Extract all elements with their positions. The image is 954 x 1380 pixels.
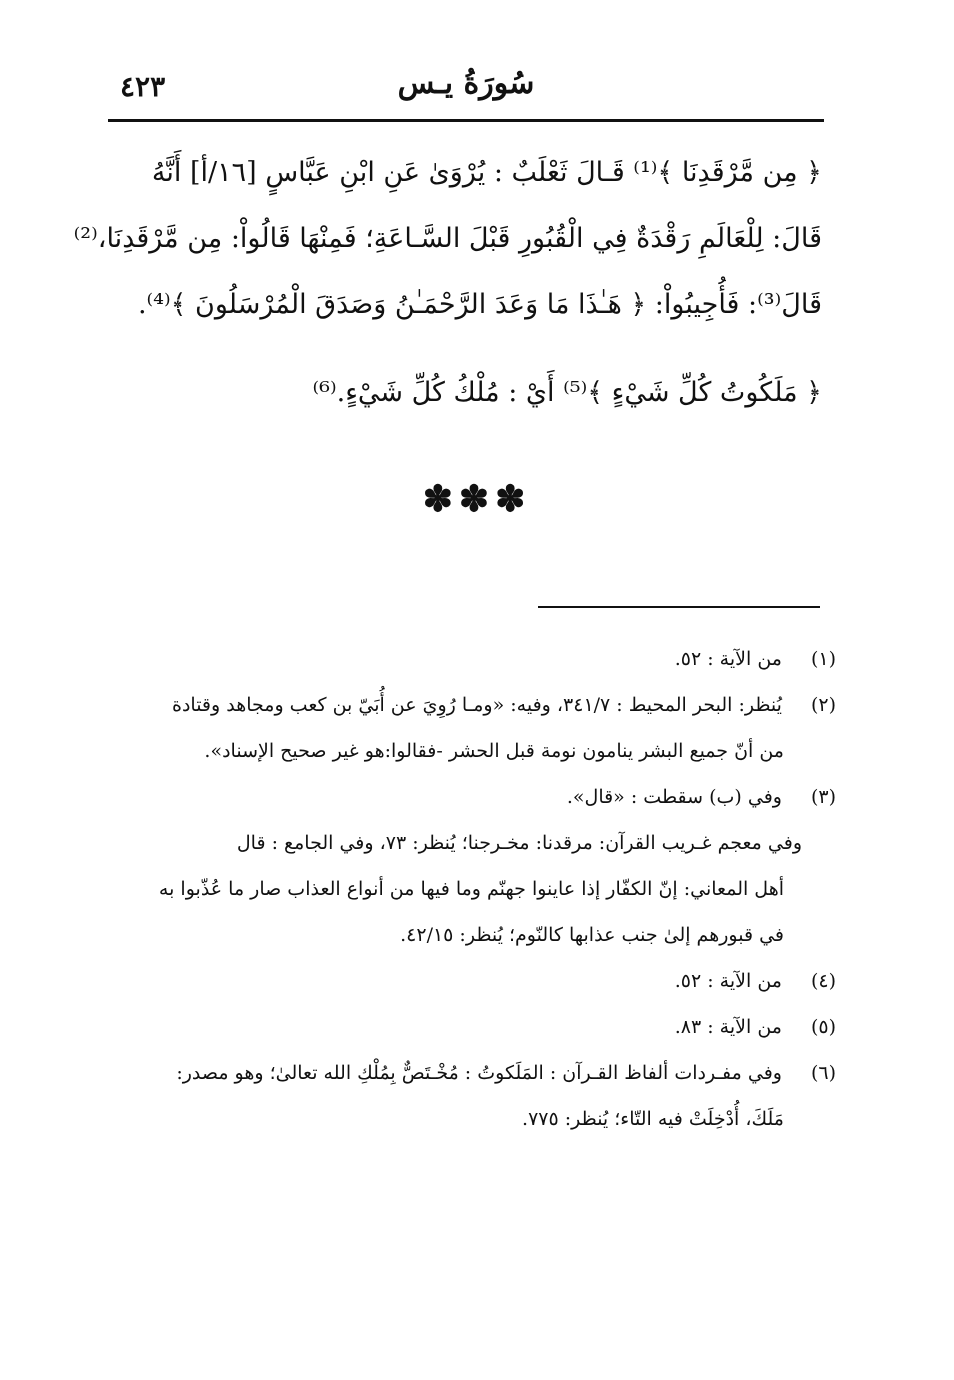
section-divider: ✽✽✽ xyxy=(422,478,532,520)
surah-title: سُورَةُ يـس xyxy=(397,66,535,101)
footnote-continuation: من أنّ جميع البشر ينامون نومة قبل الحشر -فقالوا:هو غير صحيح الإسناد». xyxy=(204,740,784,762)
header-rule xyxy=(108,119,824,122)
footnote-number: (٦) xyxy=(810,1062,836,1084)
footnote-number: (٢) xyxy=(810,694,836,716)
page-header xyxy=(108,66,824,114)
main-text-line: ﴿ مِن مَّرْقَدِنَا ﴾⁽¹⁾ قَـالَ ثَعْلَبٌ : يُرْوَىٰ عَنِ ابْنِ عَبَّاسٍ [١٦/أ] أَنَّهُ xyxy=(151,157,822,188)
footnote-number: (٣) xyxy=(810,786,836,808)
page-number: ٤٢٣ xyxy=(120,70,166,103)
footnote-continuation: أهل المعاني: إنّ الكفّار إذا عاينوا جهنّم وما فيها من أنواع العذاب صار ما عُذّبوا به xyxy=(158,878,784,900)
footnote-text: من الآية : ٥٢. xyxy=(674,970,782,992)
footnote-item xyxy=(112,1050,836,1096)
footnote-item xyxy=(112,958,836,1004)
footnotes xyxy=(112,636,836,1142)
footnote-item xyxy=(112,774,836,820)
main-text-line: ﴿ مَلَكُوتُ كُلِّ شَيْءٍ ﴾⁽⁵⁾ أَيْ : مُلْكُ كُلِّ شَيْءٍ.⁽⁶⁾ xyxy=(312,377,822,408)
footnote-number: (٤) xyxy=(810,970,836,992)
footnote-text: من الآية : ٥٢. xyxy=(674,648,782,670)
footnote-number: (١) xyxy=(810,648,836,670)
footnote-continuation: مَلَكَ، أُدْخِلَتْ فيه التّاء؛ يُنظر: ٧٧٥. xyxy=(522,1108,784,1130)
footnote-text: وفي (ب) سقطت : «قال». xyxy=(566,786,782,808)
main-text-line: قَالَ: لِلْعَالَمِ رَقْدَةٌ فِي الْقُبُورِ قَبْلَ السَّـاعَةِ؛ فَمِنْهَا قَالُواْ: مِن مَّرْقَدِنَا،⁽²⁾ xyxy=(73,223,822,254)
footnote-number: (٥) xyxy=(810,1016,836,1038)
footnote-continuation: في قبورهم إلىٰ جنب عذابها كالنّوم؛ يُنظر: ٤٢/١٥. xyxy=(400,924,784,946)
main-text-line: قَالَ⁽³⁾: فَأُجِيبُواْ: ﴿ هَـٰذَا مَا وَعَدَ الرَّحْمَـٰنُ وَصَدَقَ الْمُرْسَلُونَ ﴾⁽⁴⁾. xyxy=(137,289,822,320)
main-text xyxy=(73,140,822,426)
footnote-item xyxy=(112,1004,836,1050)
footnote-item xyxy=(112,682,836,728)
footnote-item xyxy=(112,636,836,682)
footnote-text: وفي مفـردات ألفاظ القـرآن : المَلَكوتُ : مُخْـتَصٌّ بِمُلْكِ الله تعالىٰ؛ وهو مصدر: xyxy=(176,1062,782,1084)
footnote-text: من الآية : ٨٣. xyxy=(674,1016,782,1038)
footnote-rule xyxy=(538,606,820,608)
footnote-continuation: وفي معجم غـريب القرآن: مرقدنا: مخـرجنا؛ يُنظر: ٧٣، وفي الجامع : قال xyxy=(236,832,802,854)
footnote-text: يُنظر: البحر المحيط : ٣٤١/٧، وفيه: «ومـا رُوِيَ عن أُبَيّ بن كعب ومجاهد وقتادة xyxy=(171,694,782,716)
